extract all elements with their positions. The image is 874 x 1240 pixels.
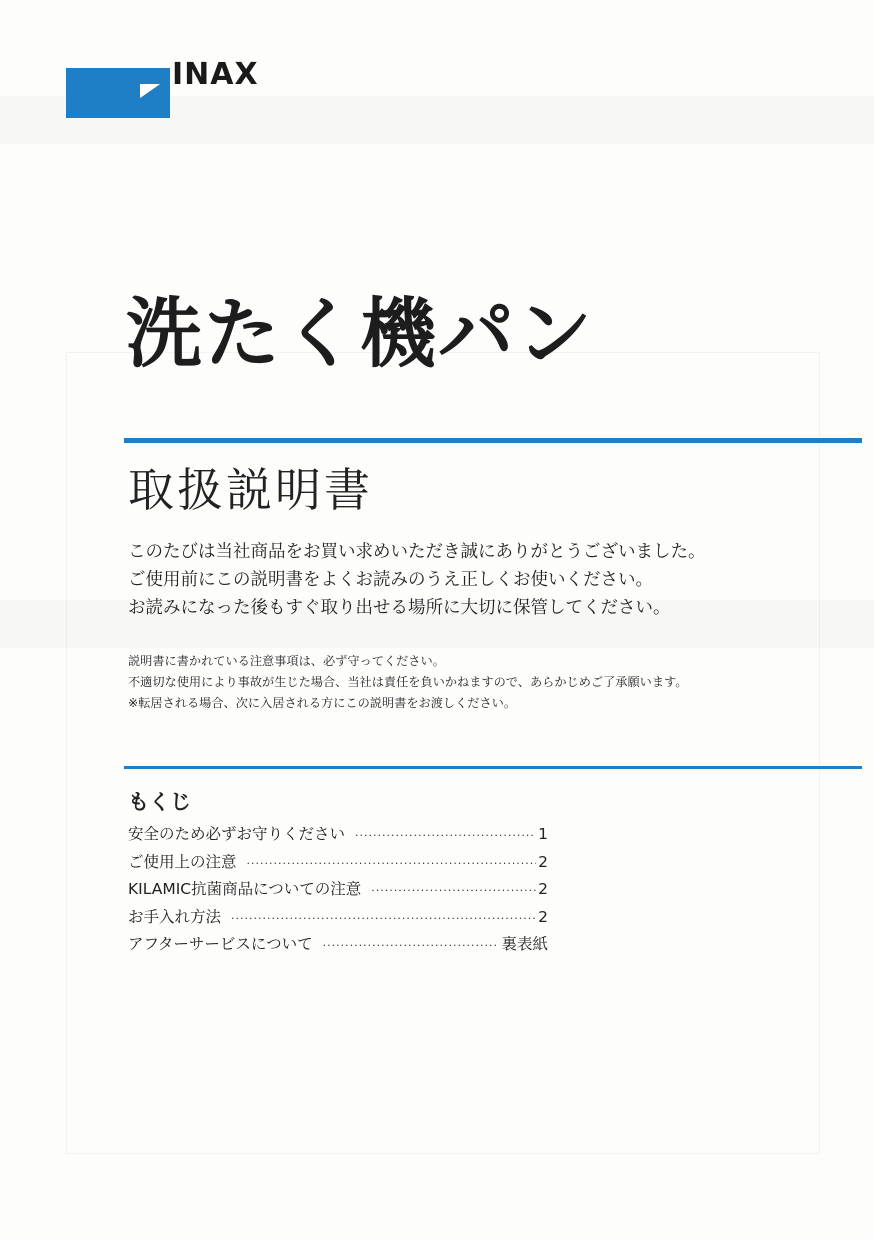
brand-logo-mark-icon [66,68,170,118]
note-line: 不適切な使用により事故が生じた場合、当社は責任を負いかねますので、あらかじめご了承願います。 [128,675,688,689]
toc-item-label: アフターサービスについて [128,935,313,953]
caution-notes [128,651,858,714]
brand-name: INAX [172,57,259,92]
toc-item-safety[interactable] [128,822,548,850]
note-line: ※転居される場合、次に入居される方にこの説明書をお渡しください。 [128,696,517,710]
toc-item-label: 安全のため必ずお守りください [128,825,346,843]
toc-list [128,822,548,960]
toc-item-usage-notes[interactable] [128,850,548,878]
toc-item-after-service[interactable] [128,932,548,960]
toc-heading: もくじ [128,790,191,814]
toc-item-page: 2 [538,907,548,926]
toc-item-kilamic[interactable] [128,877,548,905]
intro-line: お読みになった後もすぐ取り出せる場所に大切に保管してください。 [128,598,671,618]
intro-paragraph [128,538,848,622]
toc-leader-dots [371,884,536,897]
note-line: 説明書に書かれている注意事項は、必ず守ってください。 [128,654,445,668]
toc-leader-dots [323,939,500,952]
toc-item-label: ご使用上の注意 [128,852,237,871]
toc-item-label: お手入れ方法 [128,907,222,926]
toc-item-page: 2 [538,880,548,898]
product-title: 洗たく機パン [126,289,594,378]
intro-line: このたびは当社商品をお買い求めいただき誠にありがとうございました。 [128,542,706,562]
toc-leader-dots [247,857,537,870]
toc-item-page: 裏表紙 [501,935,548,953]
section-divider-top [124,438,862,443]
section-divider-middle [124,766,862,769]
toc-item-label: KILAMIC抗菌商品についての注意 [128,880,362,898]
toc-item-page: 2 [538,852,548,871]
toc-leader-dots [231,912,536,925]
brand-logo [66,58,286,118]
toc-leader-dots [355,829,536,842]
document-title: 取扱説明書 [128,463,373,517]
toc-item-maintenance[interactable] [128,905,548,933]
intro-line: ご使用前にこの説明書をよくお読みのうえ正しくお使いください。 [128,570,653,590]
table-of-contents [128,786,548,960]
toc-item-page: 1 [538,825,548,843]
